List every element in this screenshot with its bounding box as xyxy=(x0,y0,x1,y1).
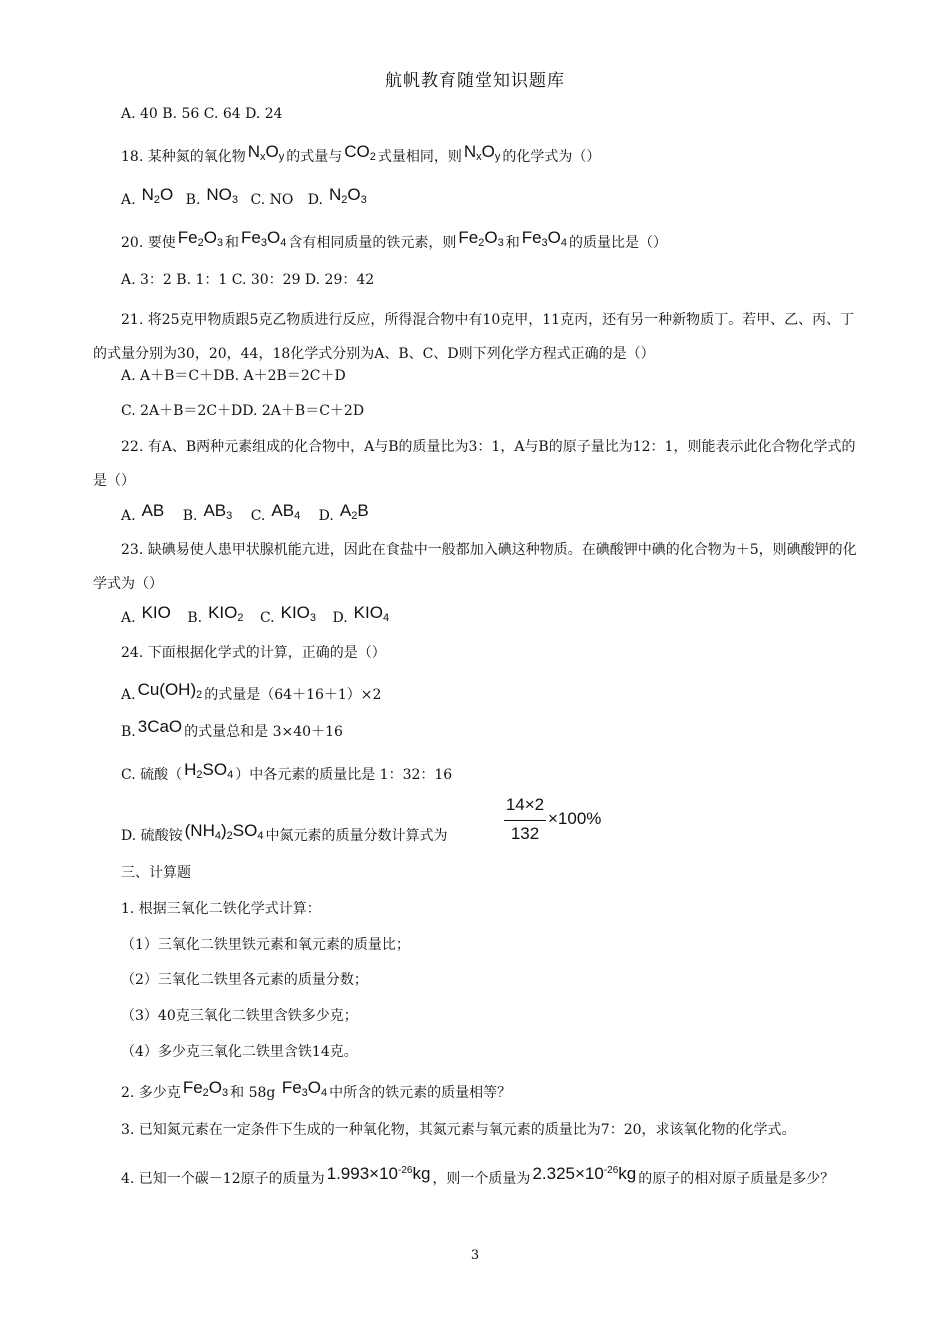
q24-option-c: C. 硫酸（ $H_2SO_4$ ）中各元素的质量比是 1：32：16 xyxy=(121,760,453,783)
question-24-title: 24. 下面根据化学式的计算，正确的是（） xyxy=(121,645,386,661)
page-number: 3 xyxy=(470,1248,480,1263)
formula-AB: AB xyxy=(141,501,165,520)
formula-mass-atom: $2.325\times 10^{-26}kg$ xyxy=(532,1164,637,1183)
formula-AB4: $AB_4$ xyxy=(271,501,301,522)
q24-option-a: A. $Cu(OH)_2$ 的式量是（64＋16＋1）×2 xyxy=(121,680,382,703)
question-18: 18. 某种氮的氧化物 $N_xO_y$ 的式量与 $CO_2$ 式量相同，则 $N_xO_y$ 的化学式为（） xyxy=(121,142,601,165)
q21-options-cd: C. 2A＋B＝2C＋DD. 2A＋B＝C＋2D xyxy=(121,403,365,419)
section-3-title: 三、计算题 xyxy=(121,865,191,881)
question-21: 21. 将25克甲物质跟5克乙物质进行反应，所得混合物中有10克甲，11克丙，还有另一种新物质丁。若甲、乙、丙、丁的式量分别为30，20，44，18化学式分别为A、B、C、D则下列化学方程式正确的是（） xyxy=(93,312,855,362)
formula-Fe2O3: $Fe_2O_3$ xyxy=(458,228,504,249)
calc-1-sub-3: （3）40克三氧化二铁里含铁多少克； xyxy=(121,1008,358,1024)
q18-options: A. $N_2O$ B. $NO_3$ C. NO D. $N_2O_3$ xyxy=(121,185,367,208)
formula-NxOy: $N_xO_y$ xyxy=(463,142,501,163)
formula-Fe3O4: $Fe_3O_4$ xyxy=(521,228,568,249)
formula-Fe2O3: $Fe_2O_3$ xyxy=(177,228,224,249)
formula-KIO: KIO xyxy=(141,603,171,622)
q22-options: A. AB B. $AB_3$ C. $AB_4$ D. $A_2B$ xyxy=(121,501,369,524)
formula-NH4-2SO4: $(NH_4)_2SO_4$ xyxy=(184,821,264,842)
calc-1-title: 1. 根据三氧化二铁化学式计算： xyxy=(121,901,321,917)
page-header: 航帆教育随堂知识题库 xyxy=(385,71,565,91)
fraction-denominator: 132 xyxy=(510,824,540,843)
q24-option-b: B. 3CaO 的式量总和是 3×40＋16 xyxy=(121,717,343,740)
calc-3: 3. 已知氮元素在一定条件下生成的一种氧化物，其氮元素与氧元素的质量比为7：20，求该氧化物的化学式。 xyxy=(121,1122,796,1138)
fraction-bar xyxy=(504,820,546,821)
formula-NxOy: $N_xO_y$ xyxy=(247,142,285,163)
formula-Fe3O4: $Fe_3O_4$ xyxy=(281,1078,328,1099)
formula-KIO4: $KIO_4$ xyxy=(353,603,390,624)
formula-mass-carbon12: $1.993\times 10^{-26}kg$ xyxy=(326,1164,431,1183)
formula-3CaO: 3CaO xyxy=(137,717,183,736)
q20-options: A. 3：2 B. 1：1 C. 30：29 D. 29：42 xyxy=(121,272,375,288)
formula-N2O: $N_2O$ xyxy=(141,185,174,206)
formula-Fe3O4: $Fe_3O_4$ xyxy=(241,228,287,249)
formula-A2B: $A_2B$ xyxy=(339,501,369,522)
formula-H2SO4: $H_2SO_4$ xyxy=(184,760,234,781)
q17-options: A. 40 B. 56 C. 64 D. 24 xyxy=(121,106,283,122)
question-20: 20. 要使 $Fe_2O_3$ 和 $Fe_3O_4$ 含有相同质量的铁元素，则 $Fe_2O_3$ 和 $Fe_3O_4$ 的质量比是（） xyxy=(121,228,668,251)
q24-option-d: D. 硫酸铵 $(NH_4)_2SO_4$ 中氮元素的质量分数计算式为 xyxy=(121,821,448,844)
fraction-numerator: 14×2 xyxy=(505,795,545,814)
calc-1-sub-2: （2）三氧化二铁里各元素的质量分数； xyxy=(121,972,368,988)
calc-2: 2. 多少克 $Fe_2O_3$ 和 58g $Fe_3O_4$ 中所含的铁元素的质量相等？ xyxy=(121,1078,512,1101)
formula-KIO3: $KIO_3$ xyxy=(280,603,317,624)
fraction-multiplier: ×100% xyxy=(548,809,602,828)
calc-4: 4. 已知一个碳－12原子的质量为 $1.993\times 10^{-26}kg$ ，则一个质量为 $2.325\times 10^{-26}kg$ 的原子的相对原子质量是多少？ xyxy=(121,1164,835,1187)
fraction-expression xyxy=(504,795,624,851)
formula-CO2: $CO_2$ xyxy=(344,142,376,163)
calc-1-sub-4: （4）多少克三氧化二铁里含铁14克。 xyxy=(121,1044,358,1060)
formula-N2O3: $N_2O_3$ xyxy=(328,185,367,206)
formula-CuOH2: $Cu(OH)_2$ xyxy=(137,680,203,701)
question-22: 22. 有A、B两种元素组成的化合物中，A与B的质量比为3：1，A与B的原子量比为12：1，则能表示此化合物化学式的是（） xyxy=(93,439,856,489)
calc-1-sub-1: （1）三氧化二铁里铁元素和氧元素的质量比； xyxy=(121,937,410,953)
formula-Fe2O3: $Fe_2O_3$ xyxy=(182,1078,229,1099)
question-23: 23. 缺碘易使人患甲状腺机能亢进，因此在食盐中一般都加入碘这种物质。在碘酸钾中碘的化合物为＋5，则碘酸钾的化学式为（） xyxy=(93,542,857,592)
formula-NO3: $NO_3$ xyxy=(206,185,239,206)
q23-options: A. KIO B. $KIO_2$ C. $KIO_3$ D. $KIO_4$ xyxy=(121,603,390,626)
formula-KIO2: $KIO_2$ xyxy=(208,603,244,624)
formula-AB3: $AB_3$ xyxy=(203,501,233,522)
q21-options-ab: A. A＋B＝C＋DB. A＋2B＝2C＋D xyxy=(121,368,346,384)
